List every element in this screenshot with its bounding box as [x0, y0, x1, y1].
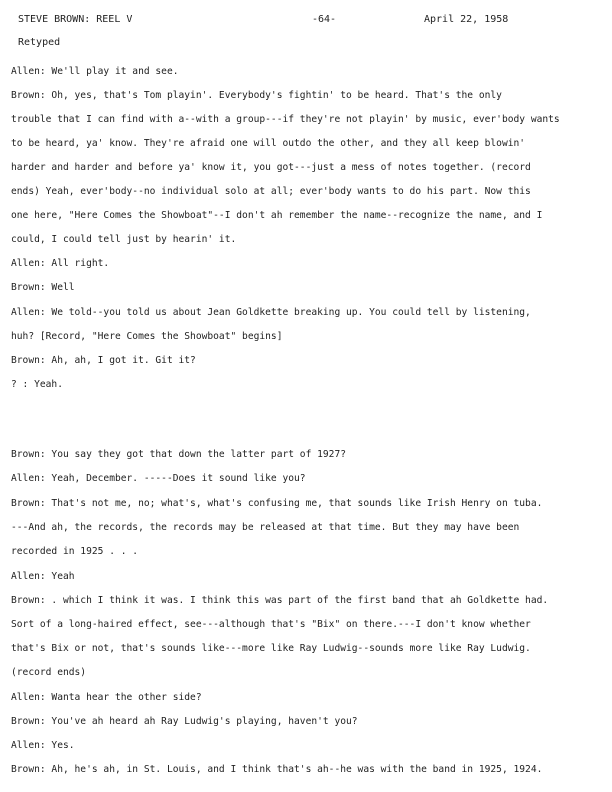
transcript-line: Allen: Wanta hear the other side? [11, 692, 202, 703]
transcript-line: Brown: Oh, yes, that's Tom playin'. Everybody's fightin' to be heard. That's the only [11, 90, 502, 101]
transcript-line: Allen: Yeah [11, 571, 75, 582]
retyped-note: Retyped [18, 37, 61, 48]
transcript-line: (record ends) [11, 667, 87, 678]
header-page-number: -64- [312, 14, 337, 25]
transcript-line: to be heard, ya' know. They're afraid one will outdo the other, and they all keep blowin' [11, 138, 526, 149]
transcript-line: ? : Yeah. [11, 379, 63, 390]
transcript-line: Allen: Yes. [11, 740, 75, 751]
transcript-line: recorded in 1925 . . . [11, 546, 139, 557]
transcript-line: huh? [Record, "Here Comes the Showboat" begins] [11, 331, 283, 342]
transcript-line: Brown: You say they got that down the latter part of 1927? [11, 449, 347, 460]
transcript-line: ends) Yeah, ever'body--no individual solo at all; ever'body wants to do his part. Now this [11, 186, 531, 197]
transcript-line: one here, "Here Comes the Showboat"--I don't ah remember the name--recognize the name, and I [11, 210, 543, 221]
header-date: April 22, 1958 [424, 14, 509, 25]
transcript-line: Allen: Yeah, December. -----Does it sound like you? [11, 473, 306, 484]
transcript-line: Brown: You've ah heard ah Ray Ludwig's playing, haven't you? [11, 716, 358, 727]
transcript-line: Allen: All right. [11, 258, 110, 269]
transcript-line: Sort of a long-haired effect, see---although that's "Bix" on there.---I don't know whether [11, 619, 531, 630]
transcript-line: harder and harder and before ya' know it, you got---just a mess of notes together. (record [11, 162, 531, 173]
transcript-line: Allen: We'll play it and see. [11, 66, 179, 77]
transcript-line: Brown: That's not me, no; what's, what's confusing me, that sounds like Irish Henry on tuba. [11, 498, 543, 509]
header-speaker-reel: STEVE BROWN: REEL V [18, 14, 133, 25]
transcript-line: ---And ah, the records, the records may be released at that time. But they may have been [11, 522, 520, 533]
transcript-line: could, I could tell just by hearin' it. [11, 234, 237, 245]
transcript-line: Brown: Ah, ah, I got it. Git it? [11, 355, 196, 366]
transcript-line: Brown: Well [11, 282, 75, 293]
transcript-line: trouble that I can find with a--with a group---if they're not playin' by music, ever'body wants [11, 114, 560, 125]
transcript-line: that's Bix or not, that's sounds like---more like Ray Ludwig--sounds more like Ray Ludwig. [11, 643, 531, 654]
transcript-line: Allen: We told--you told us about Jean Goldkette breaking up. You could tell by listening, [11, 307, 531, 318]
transcript-line: Brown: Ah, he's ah, in St. Louis, and I think that's ah--he was with the band in 1925, 1924. [11, 764, 543, 775]
transcript-line: Brown: . which I think it was. I think this was part of the first band that ah Goldkette had. [11, 595, 549, 606]
